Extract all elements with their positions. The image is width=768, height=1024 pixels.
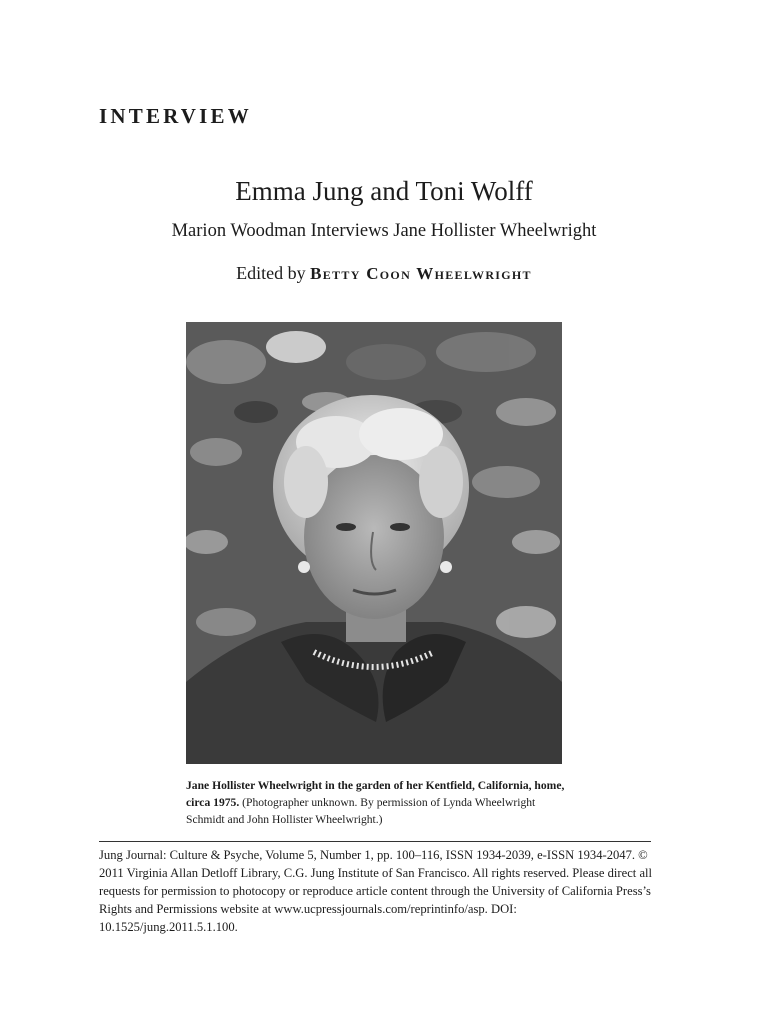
footer-divider [99,841,651,842]
photo-caption-bold: Jane Hollister Wheelwright in the garden of her Kentfield, California, home, circa 1975. [186,779,565,809]
editor-name: Betty Coon Wheelwright [310,264,532,283]
photo-caption-regular: (Photographer unknown. By permission of Lynda Wheelwright Schmidt and John Hollister Wheelwright.) [186,796,536,826]
article-subtitle: Marion Woodman Interviews Jane Hollister Wheelwright [171,221,597,241]
article-title: Emma Jung and Toni Wolff [235,176,533,206]
portrait-illustration [186,322,562,764]
editor-prefix: Edited by [236,263,306,283]
section-label: INTERVIEW [99,104,252,128]
editor-credit [0,263,768,284]
portrait-photo [186,322,562,764]
footer-citation: Jung Journal: Culture & Psyche, Volume 5, Number 1, pp. 100–116, ISSN 1934-2039, e-ISSN 1934-2047. © 2011 Virginia Allan Detloff Library, C.G. Jung Institute of San Francisco. All rights reserved. Please direct all requests for permission to photocopy or reproduce article content through the University of California Press’s Rights and Permissions website at www.ucpressjournals.com/reprintinfo/asp. DOI: 10.1525/jung.2011.5.1.100. [99,848,653,934]
photo-caption [186,777,566,828]
